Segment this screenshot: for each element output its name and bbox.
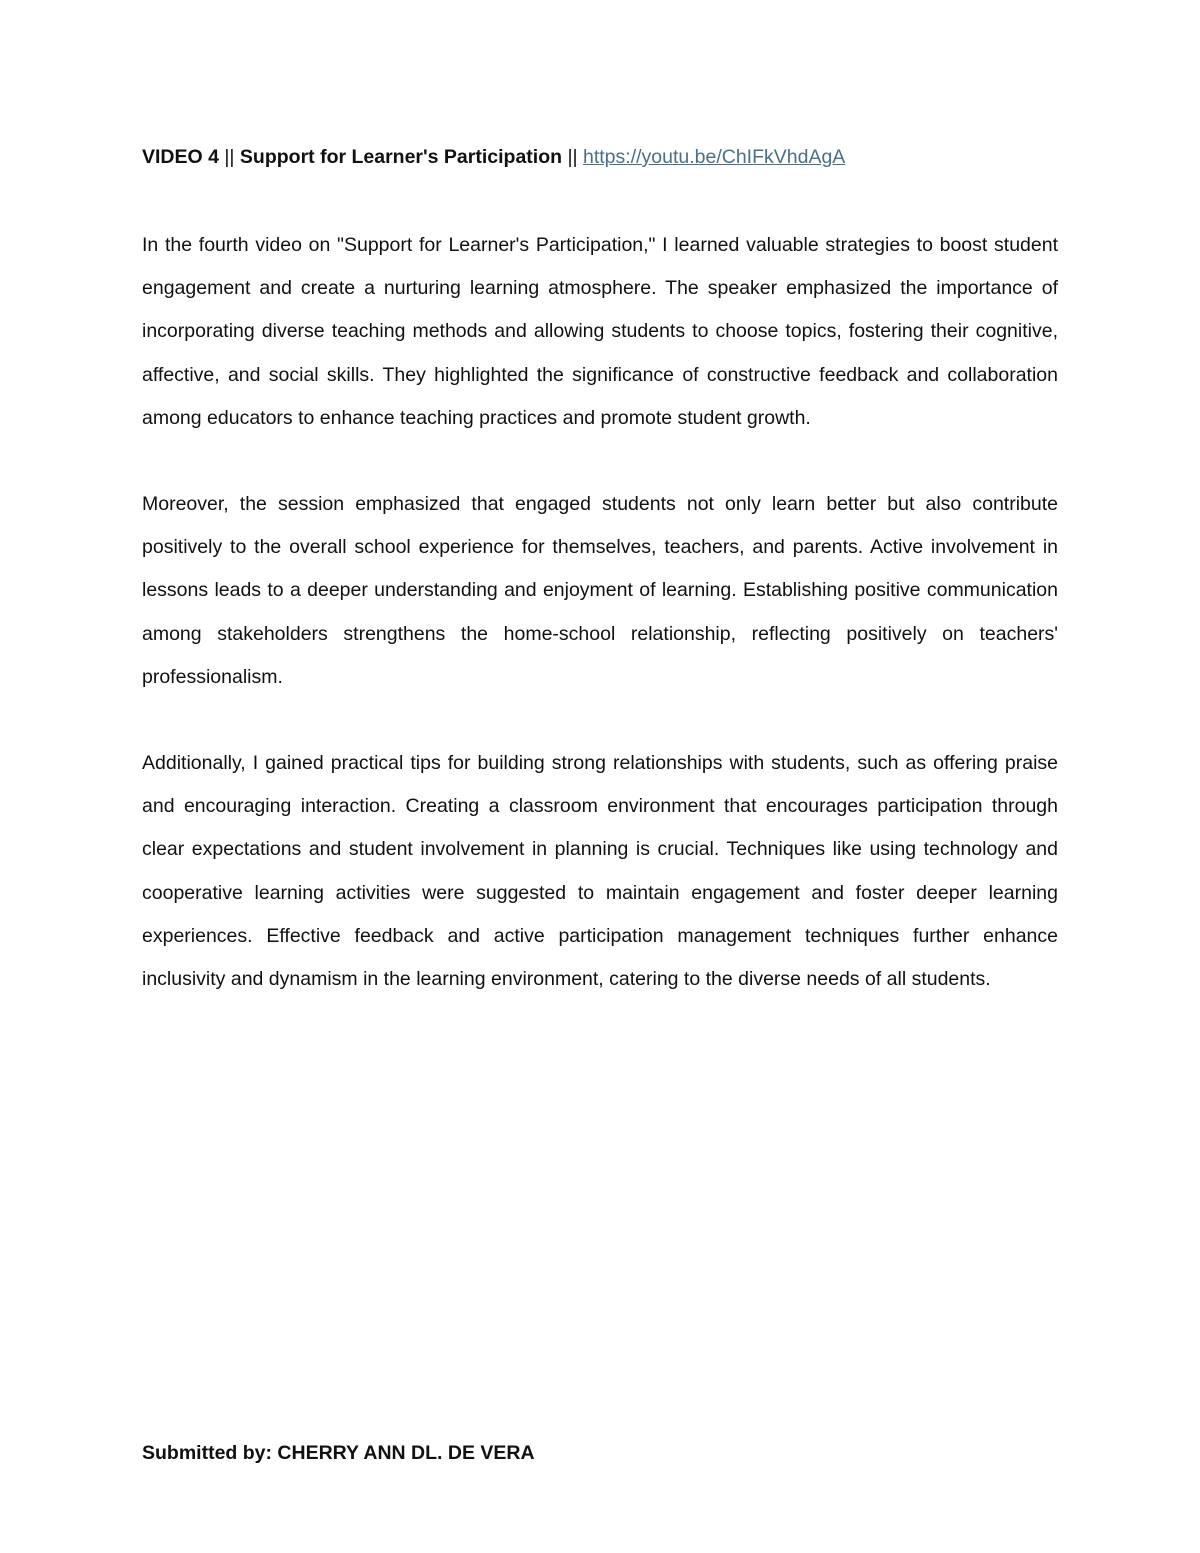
video-link[interactable]: https://youtu.be/ChIFkVhdAgA bbox=[583, 146, 846, 168]
video-title: Support for Learner's Participation bbox=[239, 146, 563, 168]
submitted-by: Submitted by: CHERRY ANN DL. DE VERA bbox=[142, 1442, 535, 1464]
paragraph-2: Moreover, the session emphasized that engaged students not only learn better but also contribute positively to the overall school experience for themselves, teachers, and parents. Active involvement in lessons leads to a deeper understanding and enjoyment of learning. Establishing positive communication among stakeholders strengthens the home-school relationship, reflecting positively on teachers' professionalism. bbox=[142, 493, 1058, 688]
document-heading bbox=[142, 140, 1058, 174]
heading-separator: || bbox=[562, 146, 583, 168]
paragraph-1: In the fourth video on "Support for Learner's Participation," I learned valuable strategies to boost student engagement and create a nurturing learning atmosphere. The speaker emphasized the importance of incorporating diverse teaching methods and allowing students to choose topics, fostering their cognitive, affective, and social skills. They highlighted the significance of constructive feedback and collaboration among educators to enhance teaching practices and promote student growth. bbox=[142, 234, 1058, 429]
paragraph-3: Additionally, I gained practical tips for building strong relationships with students, such as offering praise and encouraging interaction. Creating a classroom environment that encourages participation through clear expectations and student involvement in planning is crucial. Techniques like using technology and cooperative learning activities were suggested to maintain engagement and foster deeper learning experiences. Effective feedback and active participation management techniques further enhance inclusivity and dynamism in the learning environment, catering to the diverse needs of all students. bbox=[142, 752, 1058, 991]
document-body bbox=[142, 140, 1058, 1001]
heading-separator: || bbox=[218, 146, 240, 168]
video-label: VIDEO 4 bbox=[142, 146, 219, 168]
